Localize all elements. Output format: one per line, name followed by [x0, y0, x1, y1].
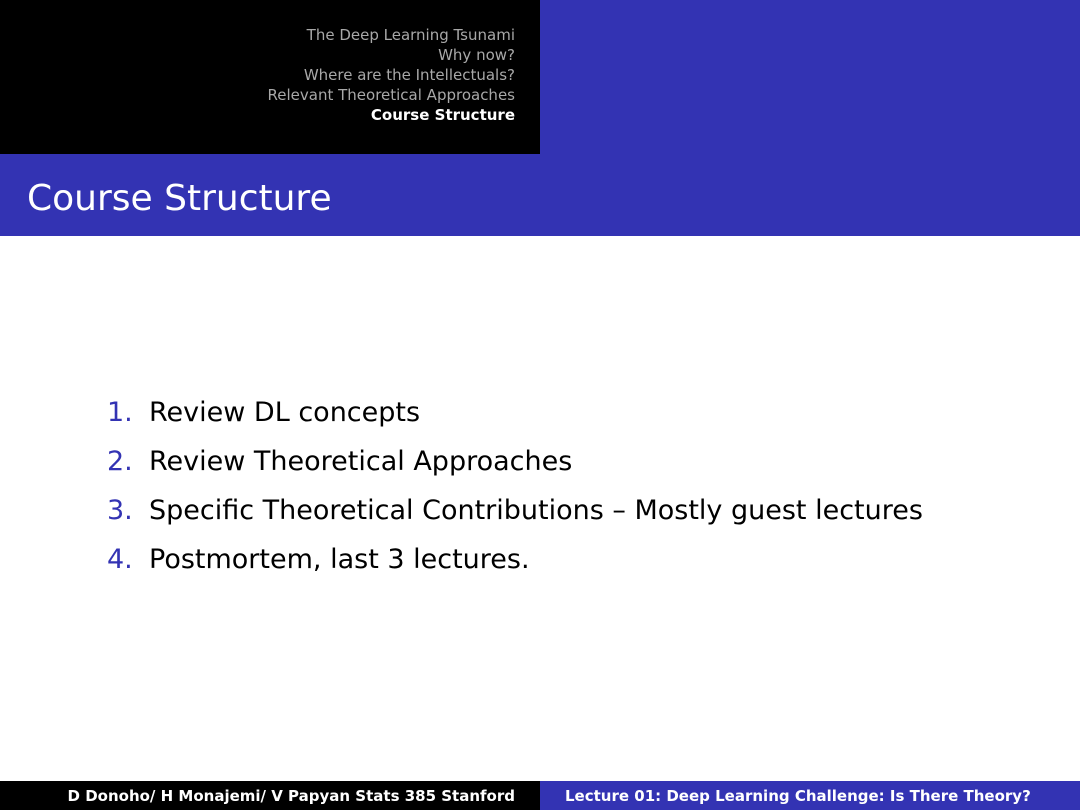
list-item: [107, 535, 923, 584]
list-item: [107, 437, 923, 486]
slide-title: Course Structure: [27, 178, 332, 219]
list-item: [107, 486, 923, 535]
item-number: 4.: [107, 544, 133, 575]
nav-item-theoretical-approaches[interactable]: Relevant Theoretical Approaches: [267, 86, 515, 104]
item-text: Review Theoretical Approaches: [149, 446, 573, 477]
item-number: 1.: [107, 397, 133, 428]
section-list: [268, 25, 515, 125]
nav-item-course-structure[interactable]: Course Structure: [370, 106, 515, 124]
footer-lecture-text: Lecture 01: Deep Learning Challenge: Is There Theory?: [565, 787, 1031, 805]
nav-item-why-now[interactable]: Why now?: [438, 46, 515, 64]
footer-authors: [0, 781, 540, 810]
course-structure-list: [107, 388, 923, 584]
item-text: Postmortem, last 3 lectures.: [149, 544, 530, 575]
item-number: 3.: [107, 495, 133, 526]
nav-item-intellectuals[interactable]: Where are the Intellectuals?: [303, 66, 515, 84]
item-number: 2.: [107, 446, 133, 477]
section-navigation: [0, 0, 540, 154]
footer-authors-text: D Donoho/ H Monajemi/ V Papyan Stats 385 Stanford: [67, 787, 515, 805]
item-text: Review DL concepts: [149, 397, 421, 428]
nav-item-deep-learning-tsunami[interactable]: The Deep Learning Tsunami: [306, 26, 515, 44]
item-text: Specific Theoretical Contributions – Mostly guest lectures: [149, 495, 923, 526]
footer-lecture: [540, 781, 1080, 810]
list-item: [107, 388, 923, 437]
header-band: [540, 0, 1080, 154]
